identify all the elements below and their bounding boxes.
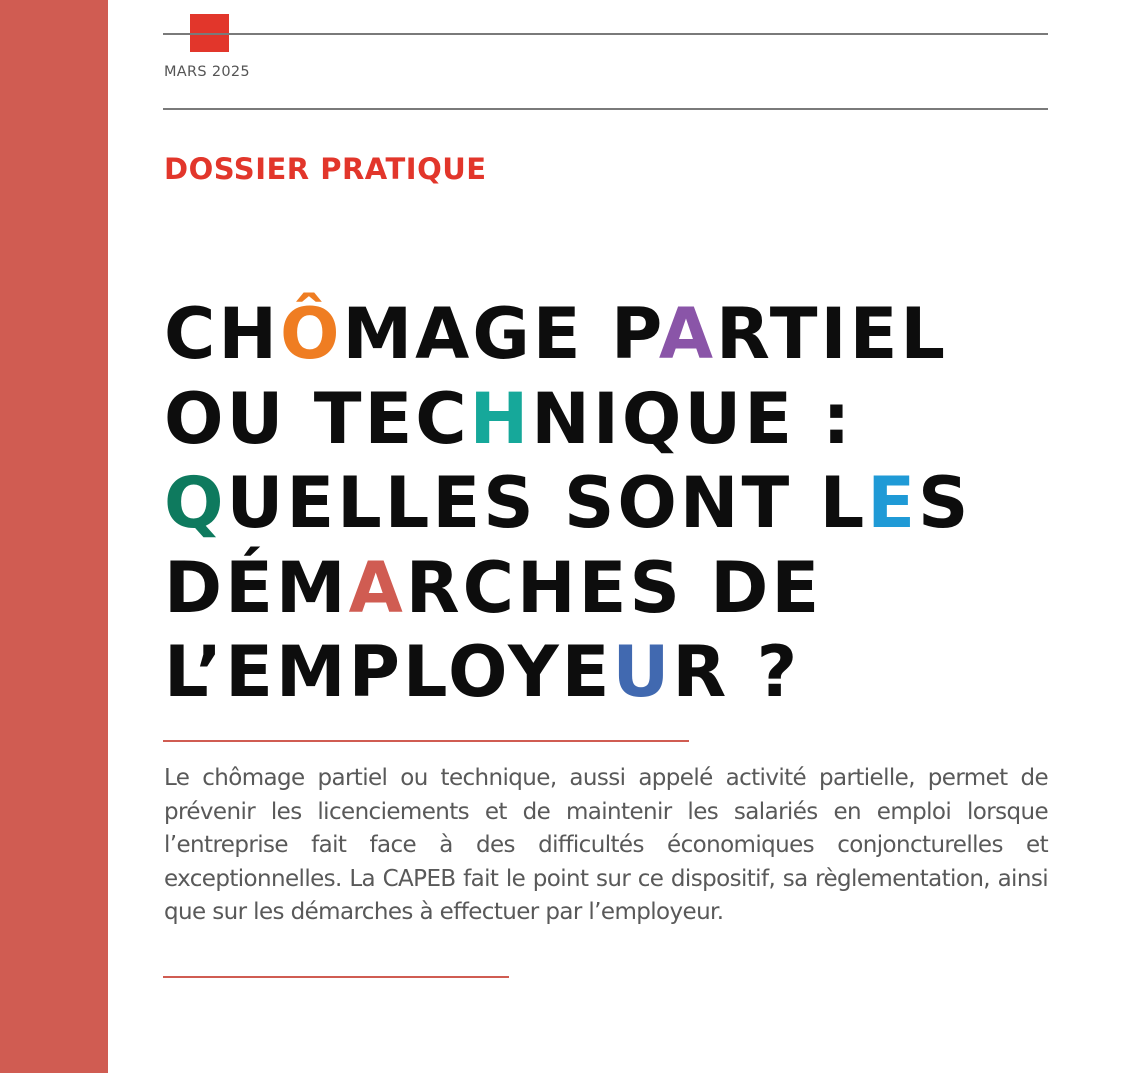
headline-accent-letter: A <box>348 546 406 629</box>
headline-text: RCHES DE <box>405 546 823 629</box>
headline-line <box>164 377 1064 462</box>
publication-date: MARS 2025 <box>164 64 250 80</box>
headline-text: RTIEL <box>716 293 949 375</box>
headline-text: DÉM <box>164 546 349 629</box>
lead-top-rule <box>163 740 689 742</box>
section-kicker: DOSSIER PRATIQUE <box>164 152 487 186</box>
lead-bottom-rule <box>163 976 509 978</box>
headline-text: R ? <box>672 631 801 713</box>
headline-text: UELLES SONT L <box>226 462 868 544</box>
headline <box>164 292 1064 715</box>
headline-text: CH <box>164 293 280 375</box>
headline-text: NIQUE : <box>531 377 854 460</box>
headline-accent-letter: A <box>658 293 717 375</box>
headline-text: OU TEC <box>164 377 470 460</box>
header-divider <box>163 108 1048 110</box>
headline-text: L’EMPLOYE <box>164 631 613 713</box>
headline-accent-letter: H <box>469 377 532 460</box>
headline-line <box>164 546 1064 631</box>
headline-text: S <box>918 462 972 544</box>
headline-line <box>164 292 1064 377</box>
lead-paragraph: Le chômage partiel ou technique, aussi appelé activité partielle, permet de prévenir les licenciements et de maintenir les salariés en emploi lorsque l’entreprise fait face à des difficultés économiques conjoncturelles et exceptionnelles. La CAPEB fait le point sur ce dispositif, sa règlementation, ainsi que sur les démarches à effectuer par l’employeur. <box>164 765 1048 926</box>
side-color-band <box>0 0 108 1073</box>
top-divider <box>163 33 1048 35</box>
headline-accent-letter: U <box>612 631 673 713</box>
headline-accent-letter: E <box>867 462 919 544</box>
headline-text: MAGE P <box>342 293 659 375</box>
headline-accent-letter: Q <box>164 462 227 544</box>
headline-line <box>164 461 1064 546</box>
headline-accent-letter: Ô <box>279 293 343 375</box>
headline-line <box>164 630 1064 715</box>
